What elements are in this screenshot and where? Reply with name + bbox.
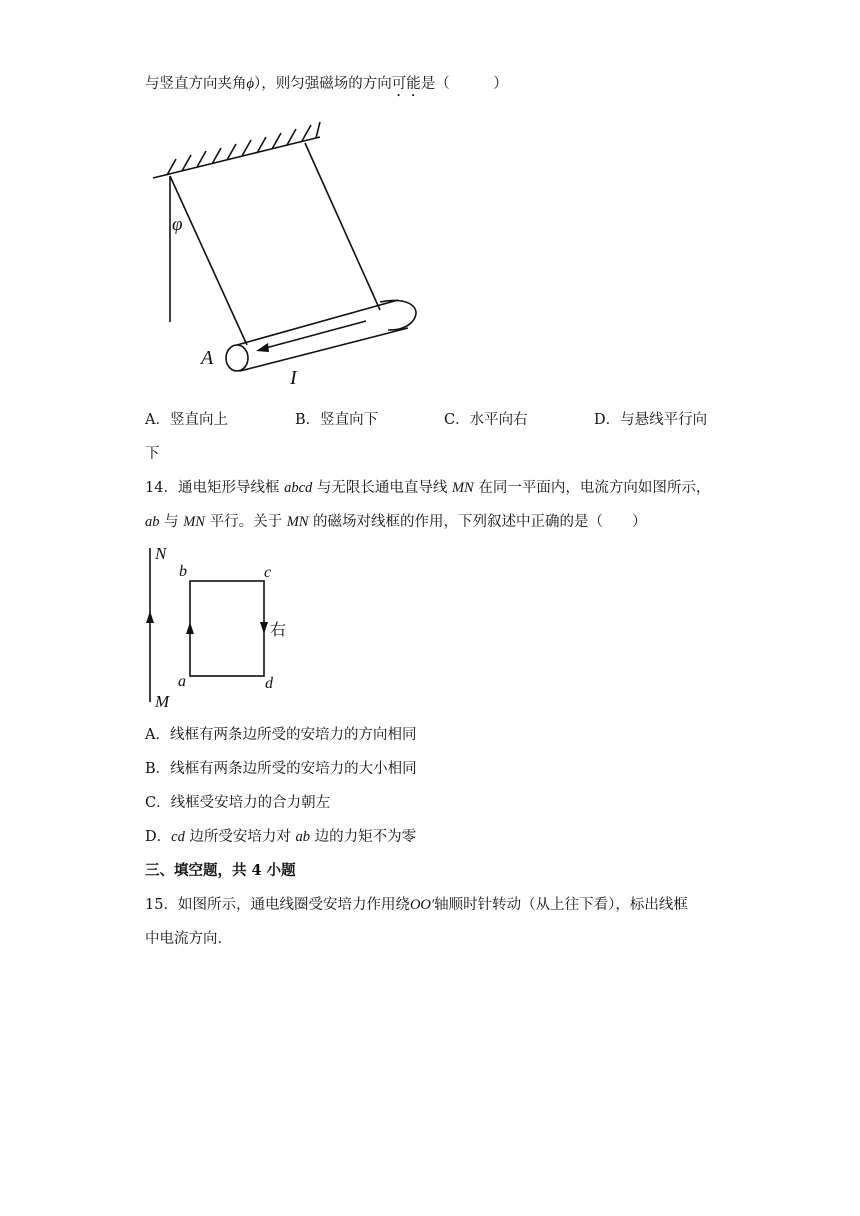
q14-option-a: A．线框有两条边所受的安培力的方向相同 [145, 727, 417, 743]
q14-ab: ab [145, 514, 160, 530]
q14-text: 在同一平面内，电流方向如图所示， [473, 480, 711, 496]
q14-option-d-text: 边的力矩不为零 [310, 829, 417, 845]
q15-line-1 [145, 895, 688, 915]
q14-text: 14．通电矩形导线框 [145, 480, 285, 496]
q13-option-a: A．竖直向上 [145, 412, 228, 428]
q13-emphasis-text: 可能 [391, 76, 421, 92]
label-c: c [264, 564, 272, 581]
q13-phi: ϕ [246, 76, 255, 92]
label-d: d [265, 675, 273, 692]
q14-option-d [145, 827, 416, 847]
label-n: N [155, 544, 167, 563]
q13-tail-text-3: 是（ ） [420, 76, 508, 92]
q14-option-c: C．线框受安培力的合力朝左 [145, 795, 331, 811]
q14-text: 平行。关于 [204, 514, 287, 530]
label-right: 右 [270, 620, 287, 639]
label-m: M [155, 692, 170, 711]
end-label: A [201, 347, 214, 369]
q14-mn: MN [451, 480, 474, 496]
q15-text: 15．如图所示，通电线圈受安培力作用绕 [145, 897, 410, 913]
q14-option-d-text: 边所受安培力对 [184, 829, 296, 845]
q14-text: 与无限长通电直导线 [312, 480, 452, 496]
q13-tail-text-1: 与竖直方向夹角 [145, 76, 247, 92]
q14-mn: MN [286, 514, 309, 530]
q15-axis: OO′ [409, 897, 435, 913]
q14-abcd: abcd [284, 480, 313, 496]
q14-option-d-cd: cd [171, 829, 185, 845]
label-b: b [179, 563, 187, 580]
q14-option-d-text: D． [145, 829, 172, 845]
q13-option-c: C．水平向右 [444, 412, 528, 428]
q13-tail-text-2: ），则匀强磁场的方向 [254, 76, 392, 92]
q15-line-2: 中电流方向. [145, 931, 223, 947]
q13-option-b: B．竖直向下 [295, 412, 379, 428]
q14-text: 的磁场对线框的作用，下列叙述中正确的是（ ） [308, 514, 647, 530]
q13-option-d-wrap: 下 [145, 446, 160, 462]
q14-option-d-ab: ab [295, 829, 311, 845]
q14-text: 与 [159, 514, 184, 530]
q15-text: 轴顺时针转动（从上往下看），标出线框 [434, 897, 688, 913]
q13-option-d: D．与悬线平行向 [594, 412, 708, 428]
label-a: a [178, 673, 186, 690]
q14-mn: MN [183, 514, 205, 530]
q14-option-b: B．线框有两条边所受的安培力的大小相同 [145, 761, 417, 777]
angle-label: φ [172, 214, 183, 235]
current-label: I [290, 367, 297, 389]
section-heading: 三、填空题，共 4 小题 [145, 862, 296, 879]
